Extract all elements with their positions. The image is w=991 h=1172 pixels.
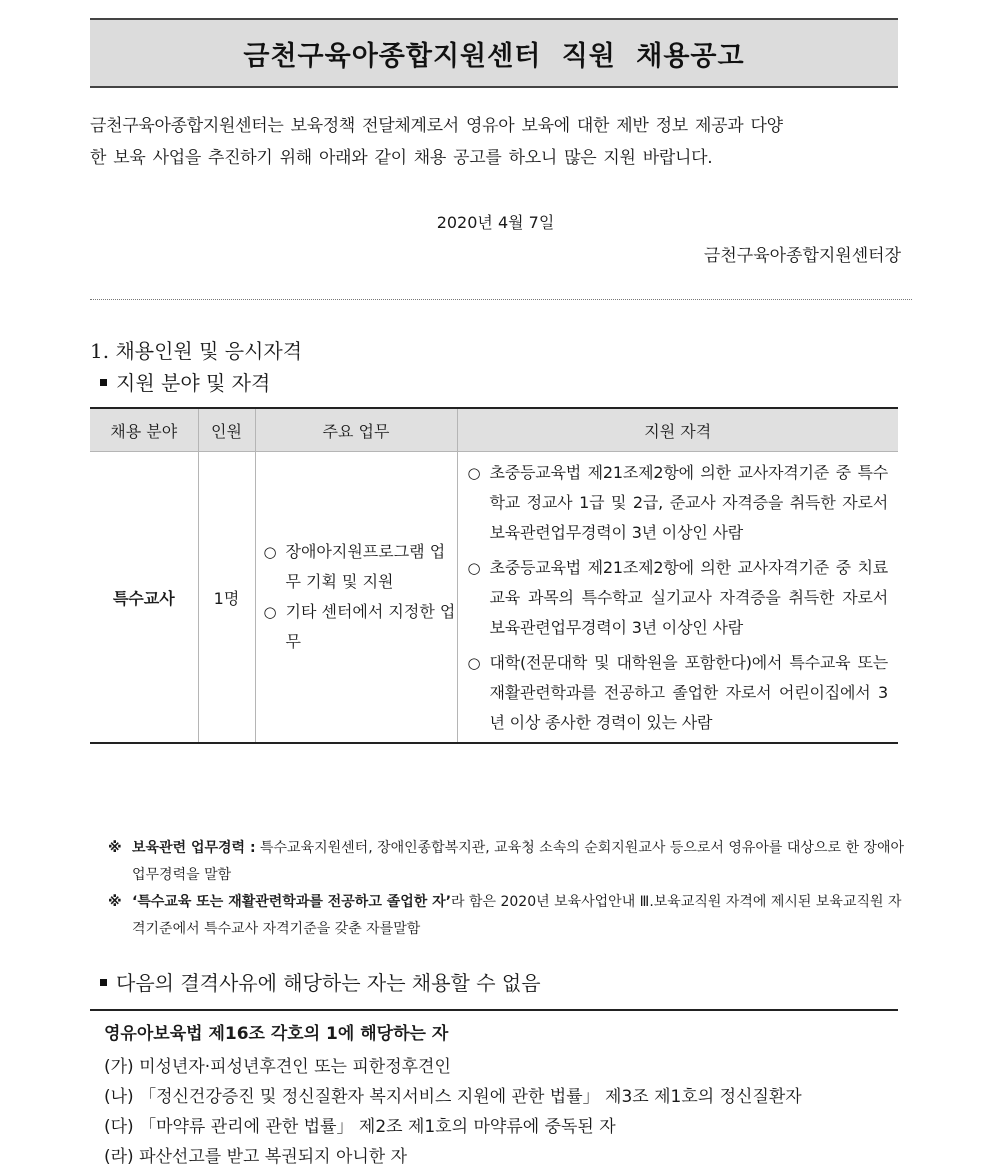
disqualification-text: 다음의 결격사유에 해당하는 자는 채용할 수 없음 [116,971,541,995]
qualification-item [468,458,889,548]
header-field: 채용 분야 [90,408,198,452]
square-bullet-icon [100,979,107,986]
reference-mark-icon: ※ [108,894,122,910]
disqualification-heading [96,969,541,997]
circle-bullet-icon: ○ [263,543,277,561]
qualification-text: 초중등교육법 제21조제2항에 의한 교사자격기준 중 특수학교 정교사 1급 및 2급, 준교사 자격증을 취득한 자로서 보육관련업무경력이 3년 이상인 사람 [489,463,888,542]
list-item: (가) 미성년자·피성년후견인 또는 피한정후견인 [104,1057,451,1077]
section-heading: 1. 채용인원 및 응시자격 [90,339,303,363]
disqualification-list [104,1052,802,1172]
circle-bullet-icon: ○ [467,559,481,577]
qualification-item [468,553,889,643]
note-bold: 보육관련 업무경력 : [132,840,256,856]
header-count: 인원 [198,408,255,452]
cell-duties [255,452,457,744]
duty-text: 장애아지원프로그램 업무 기획 및 지원 [285,542,446,591]
duty-item [264,537,457,597]
cell-count: 1명 [198,452,255,744]
circle-bullet-icon: ○ [263,603,277,621]
signer: 금천구육아종합지원센터장 [703,246,901,266]
note-body: 라 함은 2020년 보육사업안내 Ⅲ.보육교직원 자격에 제시된 보육교직원 자격기준에서 특수교사 자격기준을 갖춘 자를말함 [132,894,902,937]
notes [108,835,908,943]
title-banner [90,18,898,88]
qualification-text: 초중등교육법 제21조제2항에 의한 교사자격기준 중 치료교육 과목의 특수학교 실기교사 자격증을 취득한 자로서 보육관련업무경력이 3년 이상인 사람 [489,558,888,637]
qualification-item [468,648,889,738]
dotted-divider [90,299,912,300]
note-item [108,889,908,943]
note-body: 특수교육지원센터, 장애인종합복지관, 교육청 소속의 순회지원교사 등으로서 영유아를 대상으로 한 장애아 업무경력을 말함 [132,840,905,883]
header-duties: 주요 업무 [255,408,457,452]
list-item: (라) 파산선고를 받고 복권되지 아니한 자 [104,1147,408,1167]
square-bullet-icon [100,379,107,386]
note-text [132,835,908,889]
note-bold: ‘특수교육 또는 재활관련학과를 전공하고 졸업한 자’ [132,894,452,910]
recruitment-table [90,407,898,744]
duty-item [264,597,457,657]
cell-field: 특수교사 [112,588,175,608]
header-qualifications: 지원 자격 [457,408,898,452]
subheading-text: 지원 분야 및 자격 [116,371,271,395]
intro-line-1: 금천구육아종합지원센터는 보육정책 전달체계로서 영유아 보육에 대한 제반 정보 제공과 다양 [90,116,783,136]
table-header-row [90,408,898,452]
table-row [90,452,898,744]
announcement-date: 2020년 4월 7일 [436,213,555,232]
circle-bullet-icon: ○ [467,654,481,672]
law-heading: 영유아보육법 제16조 각호의 1에 해당하는 자 [104,1024,449,1044]
qualification-text: 대학(전문대학 및 대학원을 포함한다)에서 특수교육 또는 재활관련학과를 전공하고 졸업한 자로서 어린이집에서 3년 이상 종사한 경력이 있는 사람 [489,653,888,732]
intro-line-2: 한 보육 사업을 추진하기 위해 아래와 같이 채용 공고를 하오니 많은 지원 바랍니다. [90,148,713,168]
circle-bullet-icon: ○ [467,464,481,482]
duty-text: 기타 센터에서 지정한 업무 [285,602,456,651]
cell-qualifications [457,452,898,744]
page-title: 금천구육아종합지원센터 직원 채용공고 [243,40,745,72]
section-rule [90,1009,898,1011]
note-item [108,835,908,889]
list-item: (나) 「정신건강증진 및 정신질환자 복지서비스 지원에 관한 법률」 제3조 제1호의 정신질환자 [104,1087,802,1107]
list-item: (다) 「마약류 관리에 관한 법률」 제2조 제1호의 마약류에 중독된 자 [104,1117,616,1137]
intro-paragraph [90,110,905,174]
section-subheading [96,369,270,397]
note-text [132,889,908,943]
reference-mark-icon: ※ [108,840,122,856]
